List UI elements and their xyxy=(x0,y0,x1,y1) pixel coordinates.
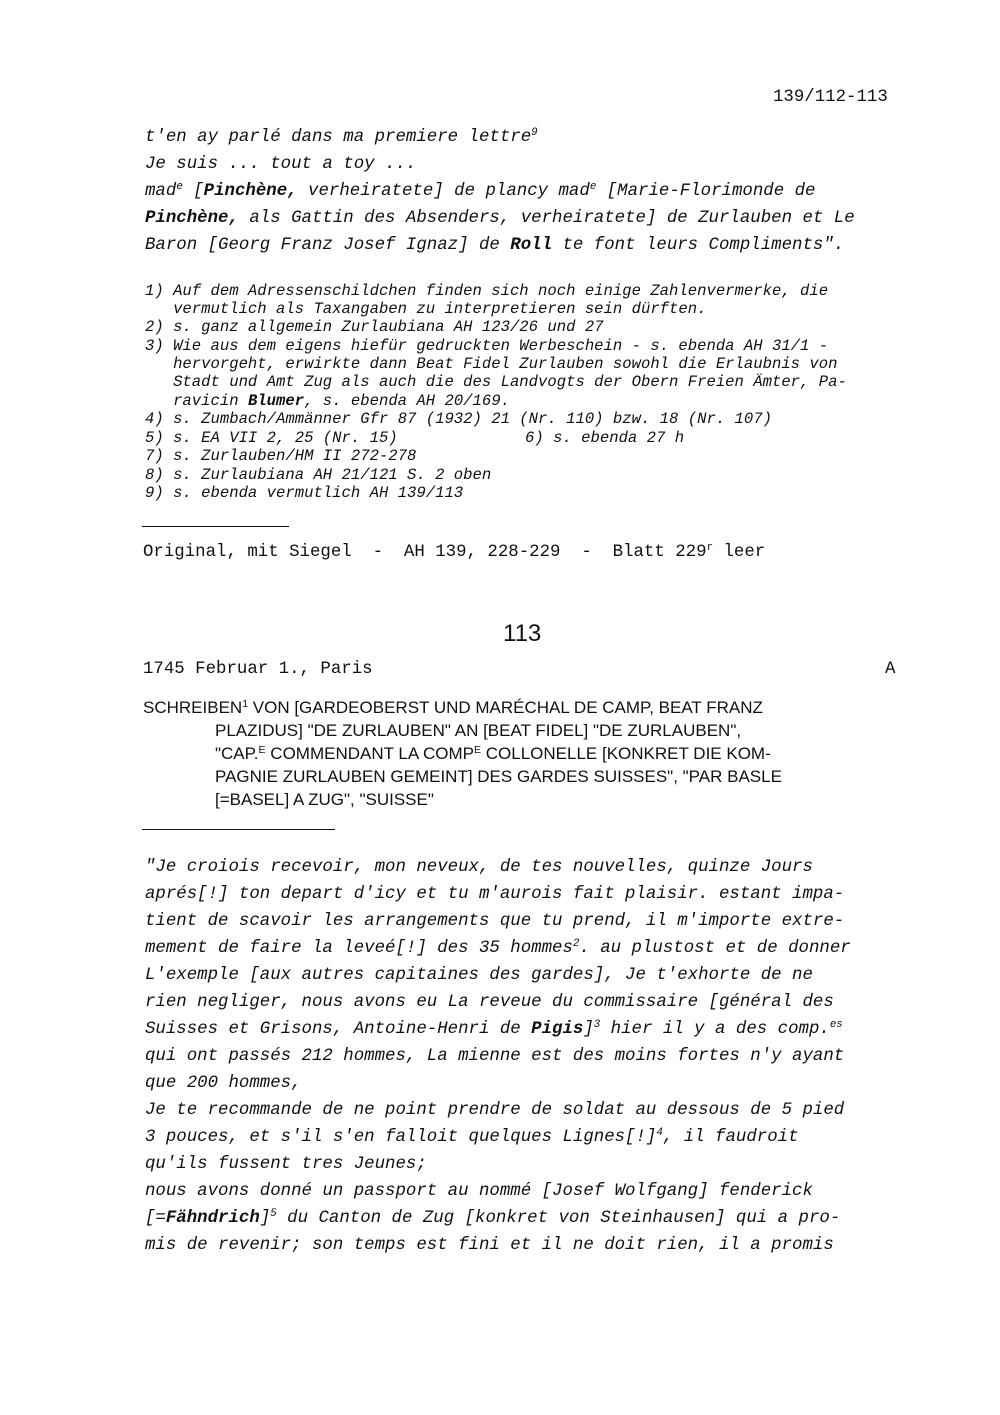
body-line: nous avons donné un passport au nommé [Josef Wolfgang] fenderick xyxy=(145,1182,813,1201)
document-type: A xyxy=(885,660,896,679)
footnote: 5) s. EA VII 2, 25 (Nr. 15) xyxy=(145,429,398,447)
person-name: Pinchène, xyxy=(145,209,239,228)
footnote: 8) s. Zurlaubiana AH 21/121 S. 2 oben xyxy=(145,466,492,484)
body-line: L'exemple [aux autres capitaines des gardes], Je t'exhorte de ne xyxy=(145,966,813,985)
body-line: rien negliger, nous avons eu La reveue du commissaire [général des xyxy=(145,993,834,1012)
footnote: Stadt und Amt Zug als auch die des Landvogts der Obern Freien Ämter, Pa- xyxy=(145,373,847,391)
person-name: Pinchène, xyxy=(203,182,298,201)
document-number: 113 xyxy=(503,620,542,647)
source-line: Original, mit Siegel - AH 139, 228-229 - Blatt 229$^r$ leer xyxy=(143,542,766,562)
separator-rule xyxy=(142,526,289,527)
document-heading: SCHREIBEN$^1$ VON [GARDEOBERST UND MARÉCHAL DE CAMP, BEAT FRANZ xyxy=(143,698,763,717)
document-heading: PAGNIE ZURLAUBEN GEMEINT] DES GARDES SUISSES", "PAR BASLE xyxy=(215,767,782,786)
person-name: Pigis xyxy=(531,1020,584,1039)
body-line: Suisses et Grisons, Antoine-Henri de Pigis]$^3$ hier il y a des comp.$^{es}$ xyxy=(145,1019,843,1039)
footnote: 9) s. ebenda vermutlich AH 139/113 xyxy=(145,484,464,502)
text-line: Baron [Georg Franz Josef Ignaz] de Roll te font leurs Compliments". xyxy=(145,236,845,255)
person-name: Fähndrich xyxy=(165,1209,260,1228)
document-heading: [=BASEL] A ZUG", "SUISSE" xyxy=(215,790,434,809)
date-place: 1745 Februar 1., Paris xyxy=(143,660,373,679)
document-heading: PLAZIDUS] "DE ZURLAUBEN" AN [BEAT FIDEL] "DE ZURLAUBEN", xyxy=(215,721,742,740)
text-line: Je suis ... tout a toy ... xyxy=(145,155,417,174)
text-line: Pinchène, als Gattin des Absenders, verheiratete] de Zurlauben et Le xyxy=(145,209,855,228)
body-line: 3 pouces, et s'il s'en falloit quelques Lignes[!]$^4$, il faudroit xyxy=(145,1127,799,1147)
footnote: vermutlich als Taxangaben zu interpretieren sein dürften. xyxy=(145,300,707,318)
body-line: [=Fähndrich]$^5$ du Canton de Zug [konkret von Steinhausen] qui a pro- xyxy=(145,1208,841,1228)
body-line: tient de scavoir les arrangements que tu prend, il m'importe extre- xyxy=(145,912,845,931)
body-line: Je te recommande de ne point prendre de soldat au dessous de 5 pied xyxy=(145,1101,845,1120)
page-reference: 139/112-113 xyxy=(773,88,888,107)
footnote: ravicin Blumer, s. ebenda AH 20/169. xyxy=(145,392,510,410)
text-line: t'en ay parlé dans ma premiere lettre$^9$ xyxy=(145,127,538,147)
person-name: Roll xyxy=(510,236,553,255)
body-line: "Je croiois recevoir, mon neveux, de tes nouvelles, quinze Jours xyxy=(145,858,813,877)
footnote: hervorgeht, erwirkte dann Beat Fidel Zurlauben sowohl die Erlaubnis von xyxy=(145,355,838,373)
footnote: 4) s. Zumbach/Ammänner Gfr 87 (1932) 21 (Nr. 110) bzw. 18 (Nr. 107) xyxy=(145,410,772,428)
body-line: mis de revenir; son temps est fini et il ne doit rien, il a promis xyxy=(145,1236,834,1255)
body-line: que 200 hommes, xyxy=(145,1074,302,1093)
person-name: Blumer xyxy=(247,392,305,410)
footnote: 7) s. Zurlauben/HM II 272-278 xyxy=(145,447,417,465)
body-line: aprés[!] ton depart d'icy et tu m'aurois fait plaisir. estant impa- xyxy=(145,885,845,904)
body-line: qu'ils fussent tres Jeunes; xyxy=(145,1155,427,1174)
footnote: 2) s. ganz allgemein Zurlaubiana AH 123/26 und 27 xyxy=(145,318,604,336)
body-line: qui ont passés 212 hommes, La mienne est des moins fortes n'y ayant xyxy=(145,1047,845,1066)
footnote: 6) s. ebenda 27 h xyxy=(525,429,685,447)
footnote: 1) Auf dem Adressenschildchen finden sich noch einige Zahlenvermerke, die xyxy=(145,282,829,300)
footnote: 3) Wie aus dem eigens hiefür gedruckten Werbeschein - s. ebenda AH 31/1 - xyxy=(145,337,829,355)
body-line: mement de faire la leveé[!] des 35 hommes$^2$. au plustost et de donner xyxy=(145,938,851,958)
document-heading: "CAP.$^E$ COMMENDANT LA $COMP^E$ COLLONELLE [KONKRET DIE KOM- xyxy=(215,744,771,763)
text-line: mad$^e$ [Pinchène, verheiratete] de plancy mad$^e$ [Marie-Florimonde de xyxy=(145,181,816,201)
separator-rule xyxy=(142,829,335,830)
